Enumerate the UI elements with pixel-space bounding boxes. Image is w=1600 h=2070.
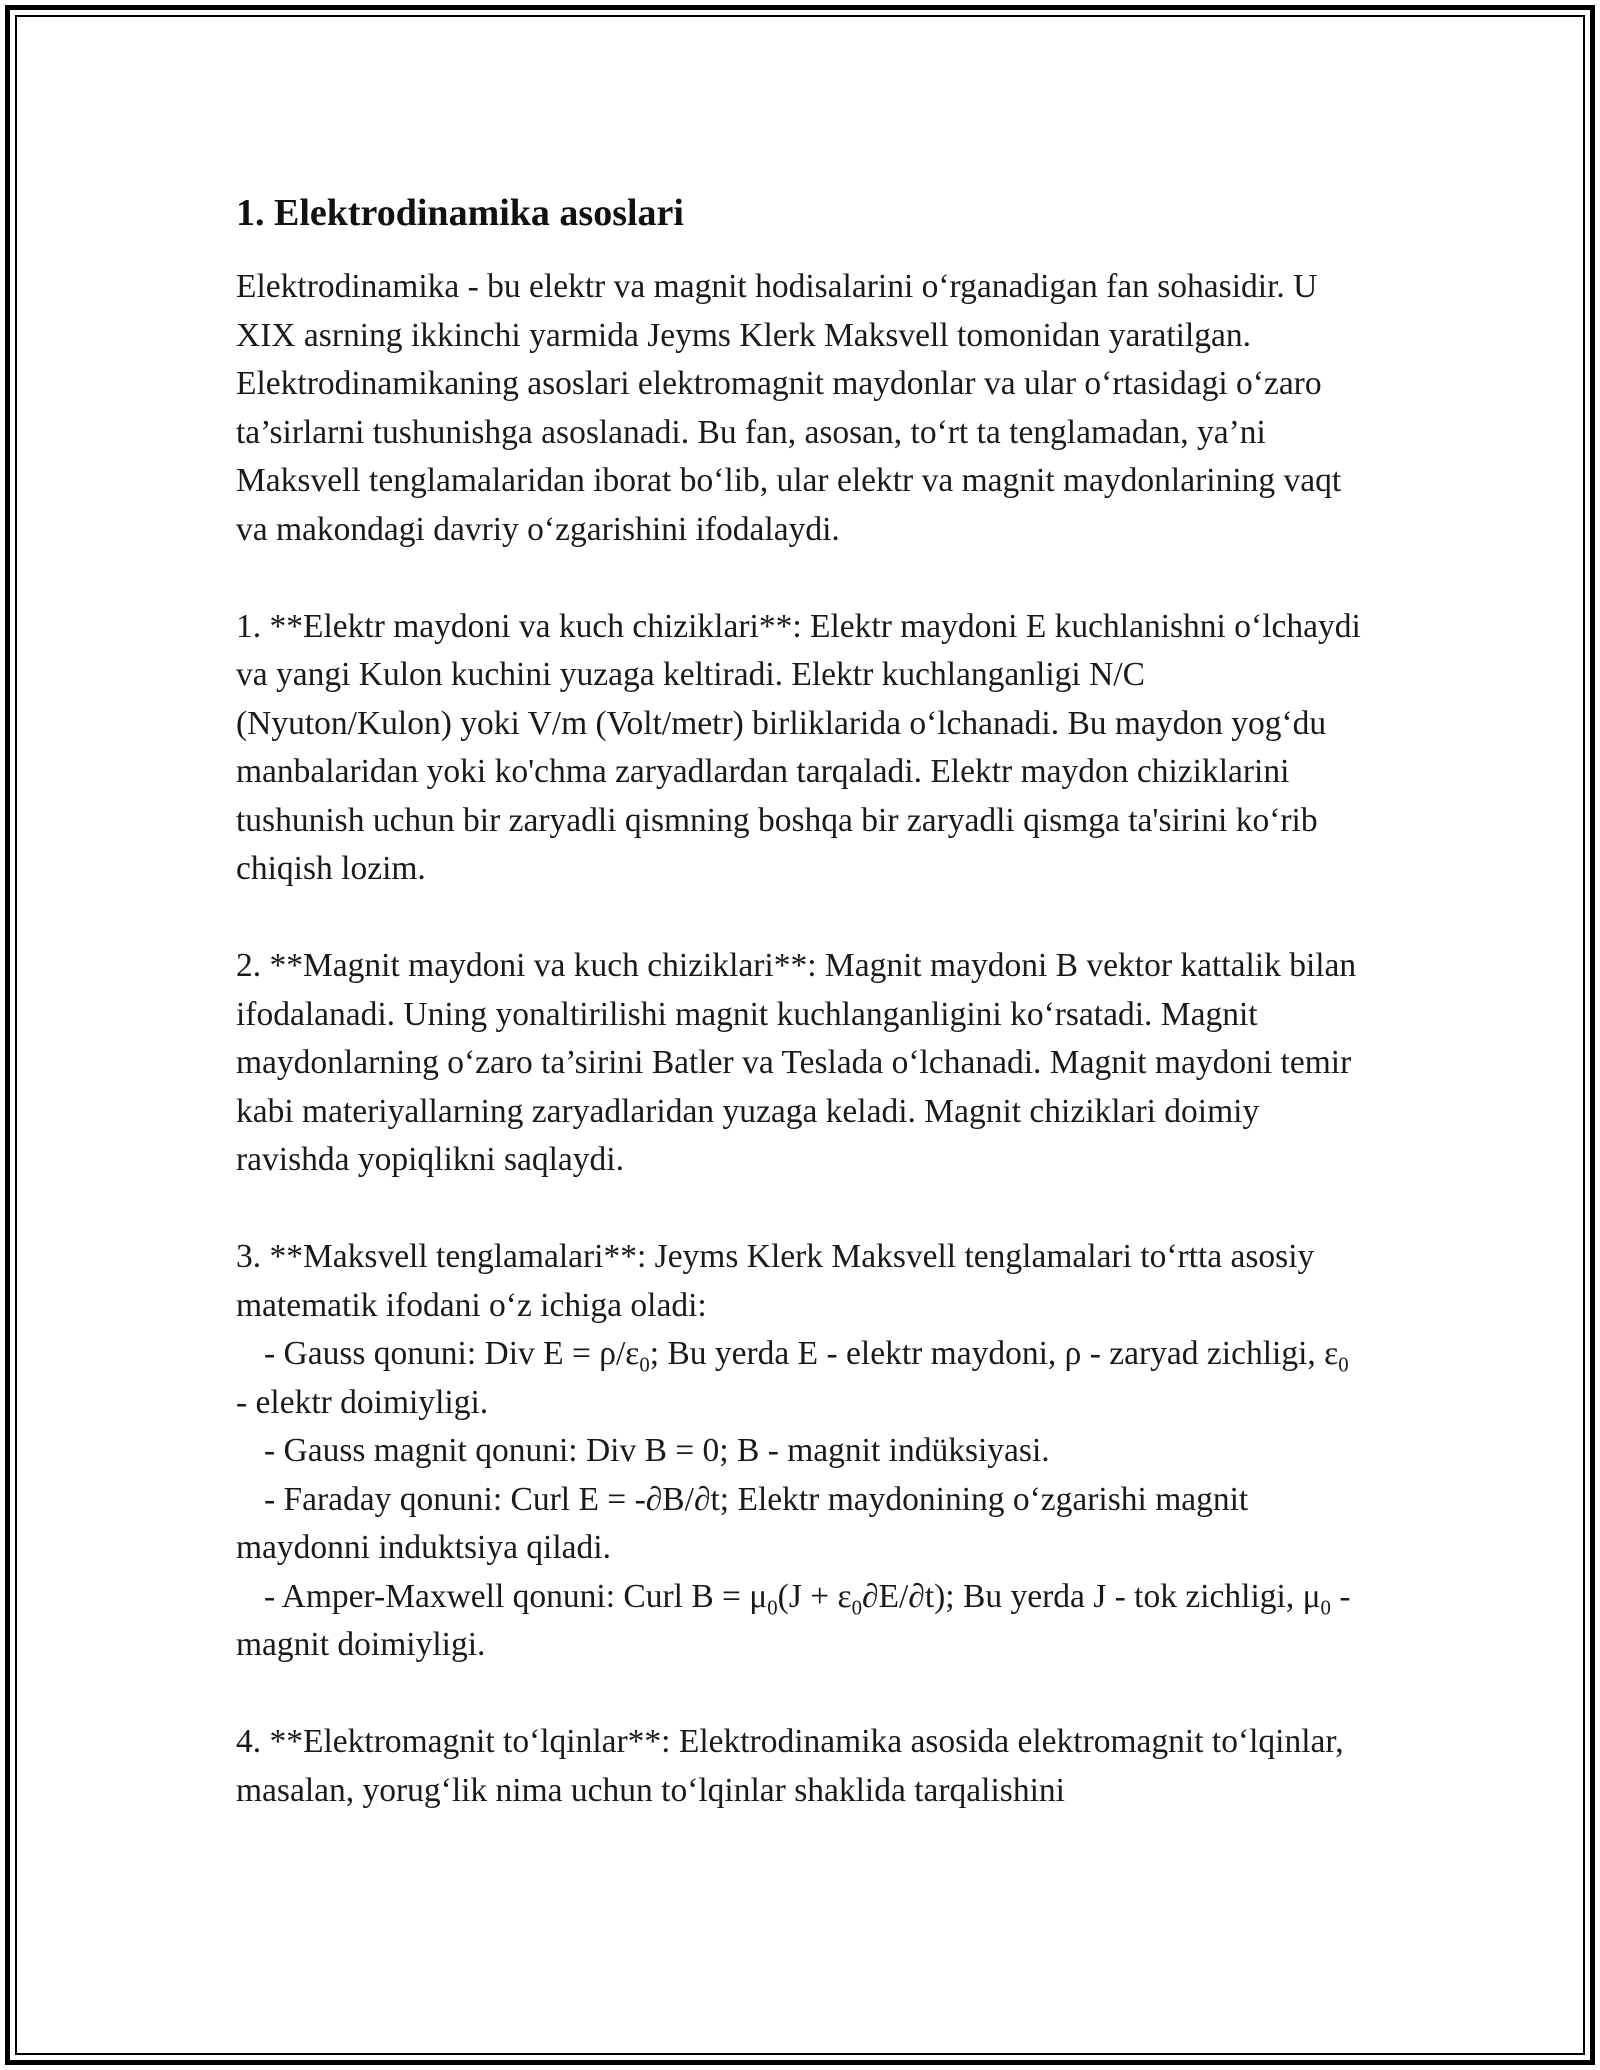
maxwell-equations-intro: 3. **Maksvell tenglamalari**: Jeyms Klerk Maksvell tenglamalari to‘rtta asosiy matematik ifodani o‘z ichiga oladi: — [236, 1238, 1315, 1324]
magnetic-field-paragraph: 2. **Magnit maydoni va kuch chiziklari**: Magnit maydoni B vektor kattalik bilan ifodalanadi. Uning yonaltirilishi magnit kuchlanganligini ko‘rsatadi. Magnit maydonlarning o‘zaro ta’sirini Batler va Teslada o‘lchanadi. Magnit maydoni temir kabi materiyallarning zaryadlaridan yuzaga keladi. Magnit chiziklari doimiy ravishda yopiqlikni saqlaydi. — [236, 947, 1357, 1178]
gauss-magnetic-law-item: - Gauss magnit qonuni: Div B = 0; B - magnit indüksiyasi. — [264, 1432, 1050, 1469]
faraday-law-item: - Faraday qonuni: Curl E = -∂B/∂t; Elektr maydonining o‘zgarishi magnit maydonni induktsiya qiladi. — [236, 1480, 1249, 1566]
section-heading: 1. Elektrodinamika asoslari — [236, 192, 684, 234]
electromagnetic-waves-paragraph: 4. **Elektromagnit to‘lqinlar**: Elektrodinamika asosida elektromagnit to‘lqinlar, masalan, yorug‘lik nima uchun to‘lqinlar shaklida tarqalishini — [236, 1723, 1344, 1809]
ampere-maxwell-law-item: - Amper-Maxwell qonuni: Curl $B = \mu_0(J + \varepsilon_0\partial E/\partial t)$; Bu yerda J - tok zichligi, $\mu_0$ - magnit doimiyligi. — [236, 1577, 1351, 1663]
intro-paragraph: Elektrodinamika - bu elektr va magnit hodisalarini o‘rganadigan fan sohasidir. U XIX asrning ikkinchi yarmida Jeyms Klerk Maksvell tomonidan yaratilgan. Elektrodinamikaning asoslari elektromagnit maydonlar va ular o‘rtasidagi o‘zaro ta’sirlarni tushunishga asoslanadi. Bu fan, asosan, to‘rt ta tenglamadan, ya’ni Maksvell tenglamalaridan iborat bo‘lib, ular elektr va magnit maydonlarining vaqt va makondagi davriy o‘zgarishini ifodalaydi. — [236, 268, 1342, 548]
electric-field-paragraph: 1. **Elektr maydoni va kuch chiziklari**: Elektr maydoni E kuchlanishni o‘lchaydi va yangi Kulon kuchini yuzaga keltiradi. Elektr kuchlanganligi N/C (Nyuton/Kulon) yoki V/m (Volt/metr) birliklarida o‘lchanadi. Bu maydon yog‘du manbalaridan yoki ko'chma zaryadlardan tarqaladi. Elektr maydon chiziklarini tushunish uchun bir zaryadli qismning boshqa bir zaryadli qismga ta'sirini ko‘rib chiqish lozim. — [236, 607, 1361, 887]
gauss-law-item: - Gauss qonuni: Div $E = \rho/\varepsilon_0$; Bu yerda E - elektr maydoni, ρ - zaryad zichligi, $\varepsilon_0$ - elektr doimiyligi. — [236, 1335, 1349, 1421]
document-body — [236, 185, 1366, 1815]
